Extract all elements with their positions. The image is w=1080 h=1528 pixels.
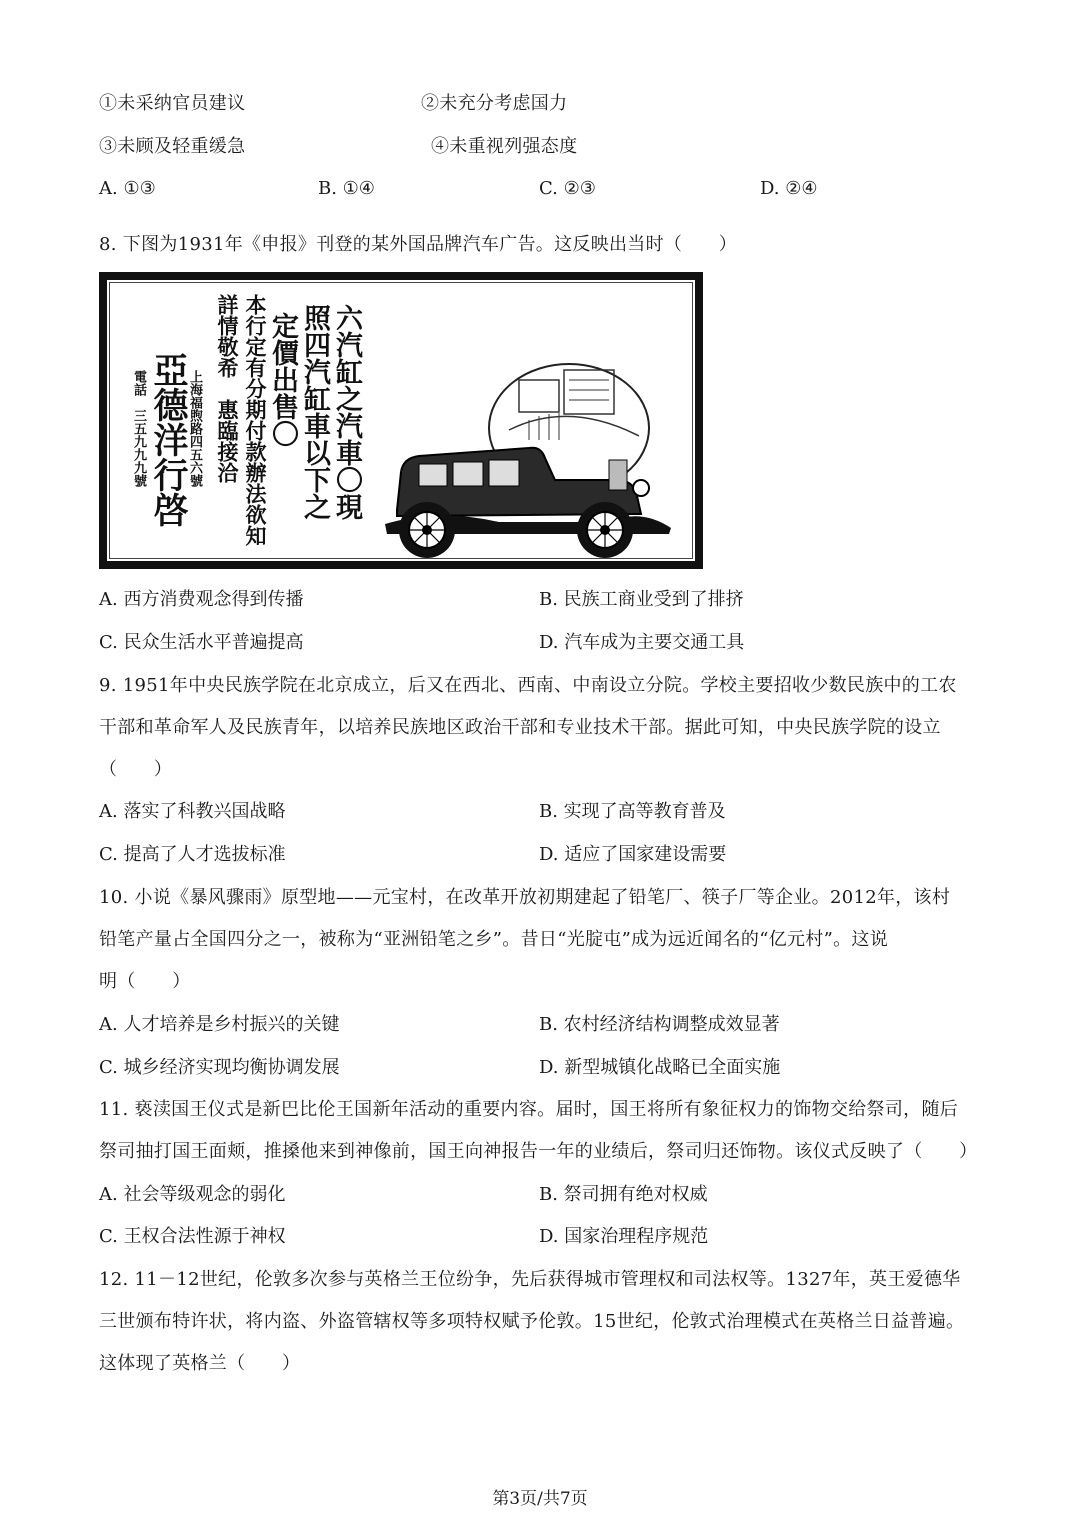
car-advertisement (99, 272, 703, 569)
page-number: 第3页/共7页 (492, 1489, 588, 1509)
q12-line-2: 三世颁布特许状，将内盗、外盗管辖权等多项特权赋予伦敦。15世纪，伦敦式治理模式在英格兰日益普遍。 (99, 1311, 965, 1332)
q7-option-c[interactable]: C. ②③ (539, 178, 596, 199)
q10-line-1: 10. 小说《暴风骤雨》原型地——元宝村，在改革开放初期建起了铅笔厂、筷子厂等企业。2012年，该村 (99, 887, 951, 908)
q8-option-a[interactable]: A. 西方消费观念得到传播 (99, 589, 304, 610)
q10-option-c[interactable]: C. 城乡经济实现均衡协调发展 (99, 1057, 340, 1078)
ad-headline-col-2: 照四汽缸車以下之 (299, 304, 330, 520)
q8-option-d[interactable]: D. 汽车成为主要交通工具 (539, 632, 745, 653)
q11-option-d[interactable]: D. 国家治理程序规范 (539, 1226, 709, 1247)
q7-item-4: ④未重视列强态度 (431, 136, 578, 157)
ad-body-col-5: 詳情敬希 惠臨接洽 (215, 294, 239, 483)
ad-headline-col-1: 六汽缸之汽車〇現 (331, 304, 362, 520)
q7-item-2: ②未充分考虑国力 (421, 93, 568, 114)
q11-option-b[interactable]: B. 祭司拥有绝对权威 (539, 1184, 708, 1205)
q9-line-2: 干部和革命军人及民族青年，以培养民族地区政治干部和专业技术干部。据此可知，中央民族学院的设立 (99, 717, 941, 738)
q9-option-c[interactable]: C. 提高了人才选拔标准 (99, 844, 286, 865)
ad-body-col-4: 本行定有分期付款辦法欲知 (243, 294, 267, 546)
q10-line-2: 铅笔产量占全国四分之一，被称为“亚洲铅笔之乡”。昔日“光腚屯”成为远近闻名的“亿元村”。这说 (99, 929, 889, 950)
q9-option-b[interactable]: B. 实现了高等教育普及 (539, 801, 726, 822)
q11-option-a[interactable]: A. 社会等级观念的弱化 (99, 1184, 286, 1205)
q12-line-1: 12. 11－12世纪，伦敦多次参与英格兰王位纷争，先后获得城市管理权和司法权等。1327年，英王爱德华 (99, 1269, 961, 1290)
q10-option-b[interactable]: B. 农村经济结构调整成效显著 (539, 1014, 780, 1035)
ad-phone: 電話 三五九九九號 (131, 370, 146, 487)
ad-headline-col-3: 定價出售〇 (267, 312, 298, 447)
q7-item-1: ①未采纳官员建议 (99, 93, 246, 114)
q8-option-b[interactable]: B. 民族工商业受到了排挤 (539, 589, 744, 610)
q11-option-c[interactable]: C. 王权合法性源于神权 (99, 1226, 286, 1247)
q12-line-3: 这体现了英格兰（ ） (99, 1353, 301, 1374)
ad-address: 上海福煦路四五六號 (187, 370, 202, 487)
q8-option-c[interactable]: C. 民众生活水平普遍提高 (99, 632, 304, 653)
q8-stem: 8. 下图为1931年《申报》刊登的某外国品牌汽车广告。这反映出当时（ ） (99, 234, 738, 255)
q11-line-1: 11. 亵渎国王仪式是新巴比伦王国新年活动的重要内容。届时，国王将所有象征权力的饰物交给祭司，随后 (99, 1099, 959, 1120)
q9-option-d[interactable]: D. 适应了国家建设需要 (539, 844, 727, 865)
q9-line-1: 9. 1951年中央民族学院在北京成立，后又在西北、西南、中南设立分院。学校主要招收少数民族中的工农 (99, 675, 957, 696)
q7-option-a[interactable]: A. ①③ (99, 178, 156, 199)
q9-line-3: （ ） (99, 759, 173, 780)
q10-option-a[interactable]: A. 人才培养是乡村振兴的关键 (99, 1014, 340, 1035)
q9-option-a[interactable]: A. 落实了科教兴国战略 (99, 801, 286, 822)
q7-option-b[interactable]: B. ①④ (318, 178, 375, 199)
car-illustration-icon (379, 340, 679, 562)
q11-line-2: 祭司抽打国王面颊，推搡他来到神像前，国王向神报告一年的业绩后，祭司归还饰物。该仪式反映了（ ） (99, 1141, 978, 1162)
ad-company-name: 亞德洋行啓 (148, 352, 188, 527)
q10-option-d[interactable]: D. 新型城镇化战略已全面实施 (539, 1057, 781, 1078)
q10-line-3: 明（ ） (99, 971, 191, 992)
q7-option-d[interactable]: D. ②④ (760, 178, 818, 199)
q7-item-3: ③未顾及轻重缓急 (99, 136, 246, 157)
